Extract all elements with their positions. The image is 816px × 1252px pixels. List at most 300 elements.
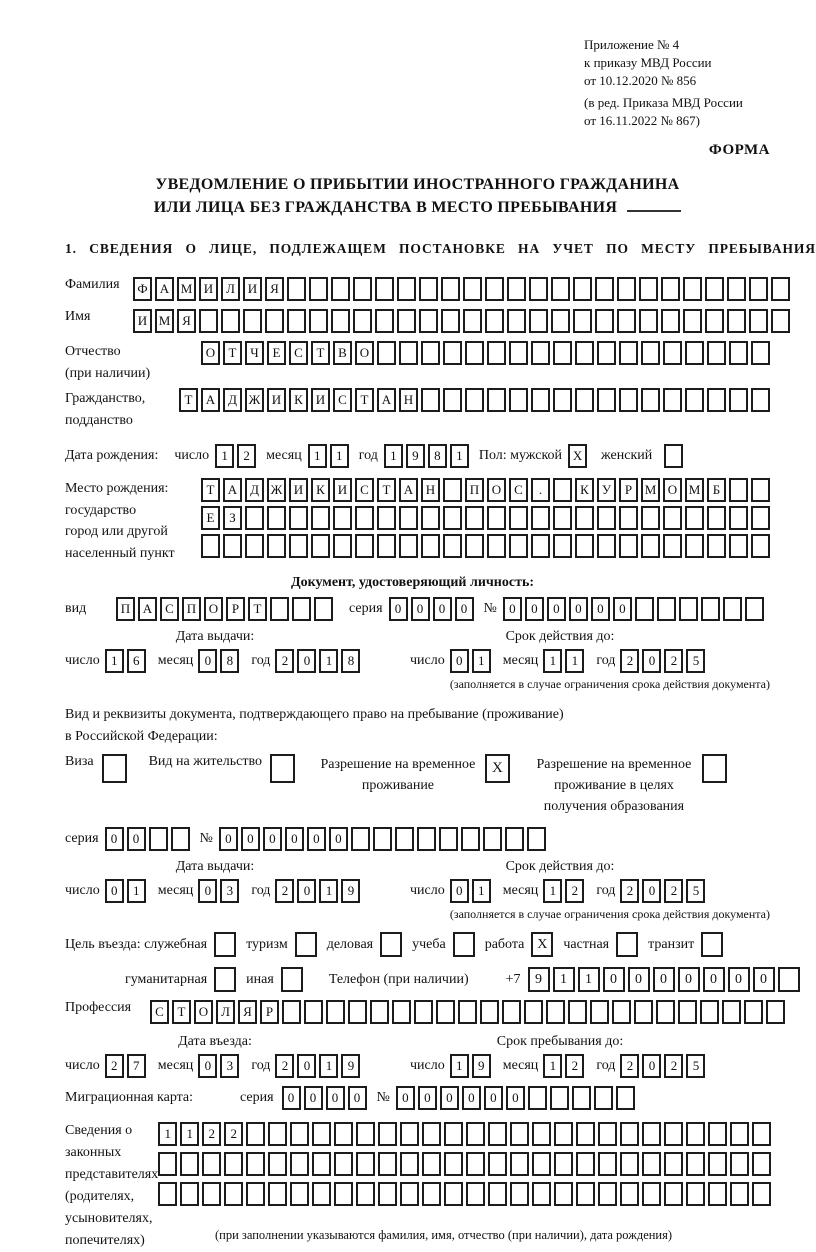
char-box[interactable] bbox=[311, 534, 330, 558]
char-box[interactable] bbox=[290, 1122, 309, 1146]
char-box[interactable] bbox=[224, 1182, 243, 1206]
char-box[interactable] bbox=[573, 277, 592, 301]
char-box[interactable]: 0 bbox=[198, 1054, 217, 1078]
char-box[interactable] bbox=[751, 388, 770, 412]
char-box[interactable] bbox=[312, 1182, 331, 1206]
char-box[interactable] bbox=[149, 827, 168, 851]
birth-day-input[interactable] bbox=[215, 444, 256, 468]
char-box[interactable]: 1 bbox=[543, 649, 562, 673]
char-box[interactable] bbox=[553, 388, 572, 412]
char-box[interactable]: 1 bbox=[127, 879, 146, 903]
char-box[interactable]: 5 bbox=[686, 879, 705, 903]
char-box[interactable] bbox=[421, 388, 440, 412]
char-box[interactable] bbox=[729, 388, 748, 412]
char-box[interactable] bbox=[443, 341, 462, 365]
char-box[interactable] bbox=[466, 1182, 485, 1206]
char-box[interactable] bbox=[268, 1182, 287, 1206]
char-box[interactable] bbox=[487, 534, 506, 558]
char-box[interactable] bbox=[392, 1000, 411, 1024]
char-box[interactable]: 0 bbox=[127, 827, 146, 851]
identity-valid-month-input[interactable] bbox=[543, 649, 584, 673]
char-box[interactable] bbox=[246, 1152, 265, 1176]
char-box[interactable] bbox=[701, 597, 720, 621]
char-box[interactable] bbox=[729, 341, 748, 365]
char-box[interactable]: 0 bbox=[326, 1086, 345, 1110]
char-box[interactable] bbox=[224, 1152, 243, 1176]
char-box[interactable] bbox=[355, 506, 374, 530]
char-box[interactable] bbox=[620, 1122, 639, 1146]
char-box[interactable] bbox=[510, 1182, 529, 1206]
char-box[interactable] bbox=[333, 534, 352, 558]
char-box[interactable] bbox=[378, 1182, 397, 1206]
char-box[interactable]: 1 bbox=[472, 879, 491, 903]
char-box[interactable]: Я bbox=[177, 309, 196, 333]
char-box[interactable] bbox=[509, 388, 528, 412]
char-box[interactable] bbox=[326, 1000, 345, 1024]
char-box[interactable]: 0 bbox=[297, 649, 316, 673]
purpose-study-checkbox[interactable] bbox=[453, 932, 475, 957]
char-box[interactable] bbox=[290, 1182, 309, 1206]
char-box[interactable] bbox=[270, 597, 289, 621]
char-box[interactable] bbox=[595, 277, 614, 301]
char-box[interactable] bbox=[749, 277, 768, 301]
char-box[interactable] bbox=[663, 534, 682, 558]
char-box[interactable] bbox=[304, 1000, 323, 1024]
char-box[interactable] bbox=[641, 506, 660, 530]
purpose-official-checkbox[interactable] bbox=[214, 932, 236, 957]
residence-series-input[interactable] bbox=[105, 827, 190, 851]
char-box[interactable] bbox=[597, 506, 616, 530]
char-box[interactable] bbox=[723, 597, 742, 621]
char-box[interactable] bbox=[246, 1182, 265, 1206]
char-box[interactable] bbox=[421, 506, 440, 530]
char-box[interactable] bbox=[751, 478, 770, 502]
char-box[interactable] bbox=[400, 1152, 419, 1176]
char-box[interactable] bbox=[443, 478, 462, 502]
birth-place-row3-input[interactable] bbox=[201, 534, 770, 558]
char-box[interactable] bbox=[309, 309, 328, 333]
char-box[interactable]: 0 bbox=[348, 1086, 367, 1110]
char-box[interactable] bbox=[444, 1182, 463, 1206]
char-box[interactable]: С bbox=[509, 478, 528, 502]
char-box[interactable] bbox=[619, 534, 638, 558]
char-box[interactable]: 1 bbox=[215, 444, 234, 468]
char-box[interactable]: 5 bbox=[686, 1054, 705, 1078]
identity-issue-year-input[interactable] bbox=[275, 649, 360, 673]
char-box[interactable] bbox=[502, 1000, 521, 1024]
char-box[interactable]: А bbox=[399, 478, 418, 502]
char-box[interactable] bbox=[246, 1122, 265, 1146]
doc-number-input[interactable] bbox=[503, 597, 764, 621]
char-box[interactable] bbox=[708, 1122, 727, 1146]
char-box[interactable] bbox=[444, 1122, 463, 1146]
char-box[interactable]: 0 bbox=[329, 827, 348, 851]
representatives-row3-input[interactable] bbox=[158, 1182, 771, 1206]
char-box[interactable] bbox=[356, 1122, 375, 1146]
char-box[interactable] bbox=[727, 277, 746, 301]
char-box[interactable] bbox=[663, 341, 682, 365]
char-box[interactable] bbox=[751, 341, 770, 365]
char-box[interactable]: С bbox=[150, 1000, 169, 1024]
char-box[interactable] bbox=[664, 444, 683, 468]
char-box[interactable] bbox=[752, 1122, 771, 1146]
char-box[interactable] bbox=[312, 1152, 331, 1176]
char-box[interactable] bbox=[529, 277, 548, 301]
migration-series-input[interactable] bbox=[282, 1086, 367, 1110]
char-box[interactable]: 2 bbox=[202, 1122, 221, 1146]
char-box[interactable]: 2 bbox=[620, 879, 639, 903]
char-box[interactable]: 0 bbox=[450, 649, 469, 673]
char-box[interactable] bbox=[348, 1000, 367, 1024]
char-box[interactable] bbox=[531, 388, 550, 412]
char-box[interactable]: Р bbox=[226, 597, 245, 621]
char-box[interactable]: 0 bbox=[455, 597, 474, 621]
char-box[interactable] bbox=[282, 1000, 301, 1024]
char-box[interactable] bbox=[705, 309, 724, 333]
char-box[interactable] bbox=[661, 309, 680, 333]
char-box[interactable]: П bbox=[465, 478, 484, 502]
char-box[interactable] bbox=[377, 506, 396, 530]
char-box[interactable] bbox=[656, 1000, 675, 1024]
char-box[interactable]: 0 bbox=[307, 827, 326, 851]
char-box[interactable] bbox=[378, 1122, 397, 1146]
char-box[interactable]: 2 bbox=[664, 879, 683, 903]
char-box[interactable]: Б bbox=[707, 478, 726, 502]
citizenship-input[interactable] bbox=[179, 388, 770, 412]
char-box[interactable] bbox=[465, 534, 484, 558]
char-box[interactable]: М bbox=[155, 309, 174, 333]
purpose-tourism-checkbox[interactable] bbox=[295, 932, 317, 957]
char-box[interactable] bbox=[620, 1182, 639, 1206]
char-box[interactable]: И bbox=[133, 309, 152, 333]
char-box[interactable]: 1 bbox=[450, 1054, 469, 1078]
char-box[interactable] bbox=[441, 277, 460, 301]
char-box[interactable]: И bbox=[311, 388, 330, 412]
char-box[interactable] bbox=[597, 341, 616, 365]
char-box[interactable] bbox=[722, 1000, 741, 1024]
char-box[interactable]: Н bbox=[421, 478, 440, 502]
char-box[interactable] bbox=[201, 534, 220, 558]
char-box[interactable] bbox=[510, 1152, 529, 1176]
char-box[interactable]: 9 bbox=[341, 879, 360, 903]
migration-number-input[interactable] bbox=[396, 1086, 635, 1110]
char-box[interactable] bbox=[441, 309, 460, 333]
char-box[interactable]: X bbox=[531, 932, 553, 957]
char-box[interactable]: 8 bbox=[428, 444, 447, 468]
char-box[interactable]: 2 bbox=[105, 1054, 124, 1078]
char-box[interactable]: 3 bbox=[220, 1054, 239, 1078]
char-box[interactable] bbox=[641, 341, 660, 365]
char-box[interactable] bbox=[223, 534, 242, 558]
char-box[interactable]: О bbox=[487, 478, 506, 502]
char-box[interactable]: О bbox=[355, 341, 374, 365]
temp-residence-edu-checkbox[interactable] bbox=[702, 754, 727, 783]
char-box[interactable] bbox=[375, 277, 394, 301]
char-box[interactable]: 0 bbox=[282, 1086, 301, 1110]
char-box[interactable]: 0 bbox=[462, 1086, 481, 1110]
char-box[interactable]: 1 bbox=[450, 444, 469, 468]
char-box[interactable] bbox=[487, 388, 506, 412]
char-box[interactable] bbox=[575, 506, 594, 530]
char-box[interactable] bbox=[245, 506, 264, 530]
char-box[interactable]: X bbox=[568, 444, 587, 468]
char-box[interactable] bbox=[509, 341, 528, 365]
birth-month-input[interactable] bbox=[308, 444, 349, 468]
char-box[interactable]: 9 bbox=[472, 1054, 491, 1078]
char-box[interactable] bbox=[642, 1182, 661, 1206]
char-box[interactable] bbox=[685, 506, 704, 530]
char-box[interactable]: Т bbox=[377, 478, 396, 502]
char-box[interactable]: Н bbox=[399, 388, 418, 412]
temp-residence-checkbox[interactable] bbox=[485, 754, 510, 783]
char-box[interactable] bbox=[686, 1182, 705, 1206]
char-box[interactable] bbox=[685, 534, 704, 558]
char-box[interactable] bbox=[245, 534, 264, 558]
char-box[interactable] bbox=[619, 388, 638, 412]
char-box[interactable] bbox=[657, 597, 676, 621]
char-box[interactable] bbox=[458, 1000, 477, 1024]
char-box[interactable] bbox=[752, 1182, 771, 1206]
char-box[interactable] bbox=[214, 932, 236, 957]
surname-input[interactable] bbox=[133, 277, 790, 301]
char-box[interactable] bbox=[485, 277, 504, 301]
char-box[interactable]: 2 bbox=[237, 444, 256, 468]
char-box[interactable]: П bbox=[116, 597, 135, 621]
char-box[interactable] bbox=[766, 1000, 785, 1024]
birth-place-row2-input[interactable] bbox=[201, 506, 770, 530]
char-box[interactable] bbox=[439, 827, 458, 851]
char-box[interactable] bbox=[635, 597, 654, 621]
char-box[interactable] bbox=[270, 754, 295, 783]
char-box[interactable]: М bbox=[177, 277, 196, 301]
doc-series-input[interactable] bbox=[389, 597, 474, 621]
entry-year-input[interactable] bbox=[275, 1054, 360, 1078]
char-box[interactable]: Е bbox=[201, 506, 220, 530]
char-box[interactable]: 0 bbox=[506, 1086, 525, 1110]
char-box[interactable]: К bbox=[311, 478, 330, 502]
char-box[interactable]: 1 bbox=[319, 1054, 338, 1078]
char-box[interactable] bbox=[771, 277, 790, 301]
char-box[interactable]: Ч bbox=[245, 341, 264, 365]
char-box[interactable] bbox=[685, 341, 704, 365]
char-box[interactable] bbox=[375, 309, 394, 333]
char-box[interactable] bbox=[505, 827, 524, 851]
char-box[interactable] bbox=[400, 1182, 419, 1206]
char-box[interactable] bbox=[436, 1000, 455, 1024]
char-box[interactable]: 0 bbox=[728, 967, 750, 992]
char-box[interactable] bbox=[730, 1122, 749, 1146]
char-box[interactable] bbox=[267, 506, 286, 530]
char-box[interactable]: 1 bbox=[319, 649, 338, 673]
char-box[interactable] bbox=[395, 827, 414, 851]
char-box[interactable]: Т bbox=[355, 388, 374, 412]
char-box[interactable]: 0 bbox=[297, 879, 316, 903]
char-box[interactable]: Д bbox=[245, 478, 264, 502]
identity-issue-day-input[interactable] bbox=[105, 649, 146, 673]
char-box[interactable] bbox=[399, 534, 418, 558]
char-box[interactable] bbox=[524, 1000, 543, 1024]
char-box[interactable]: 0 bbox=[603, 967, 625, 992]
purpose-other-checkbox[interactable] bbox=[281, 967, 303, 992]
char-box[interactable]: Т bbox=[248, 597, 267, 621]
char-box[interactable]: И bbox=[267, 388, 286, 412]
char-box[interactable]: А bbox=[223, 478, 242, 502]
char-box[interactable] bbox=[553, 341, 572, 365]
char-box[interactable] bbox=[664, 1182, 683, 1206]
char-box[interactable] bbox=[546, 1000, 565, 1024]
char-box[interactable] bbox=[576, 1122, 595, 1146]
char-box[interactable]: 2 bbox=[275, 649, 294, 673]
char-box[interactable] bbox=[619, 341, 638, 365]
char-box[interactable]: 0 bbox=[484, 1086, 503, 1110]
char-box[interactable]: О bbox=[201, 341, 220, 365]
char-box[interactable] bbox=[639, 277, 658, 301]
char-box[interactable]: С bbox=[355, 478, 374, 502]
char-box[interactable] bbox=[351, 827, 370, 851]
char-box[interactable] bbox=[466, 1122, 485, 1146]
char-box[interactable]: 9 bbox=[528, 967, 550, 992]
char-box[interactable] bbox=[642, 1122, 661, 1146]
char-box[interactable] bbox=[573, 309, 592, 333]
char-box[interactable] bbox=[102, 754, 127, 783]
residence-permit-checkbox[interactable] bbox=[270, 754, 295, 783]
char-box[interactable] bbox=[483, 827, 502, 851]
char-box[interactable] bbox=[465, 506, 484, 530]
stay-month-input[interactable] bbox=[543, 1054, 584, 1078]
char-box[interactable] bbox=[507, 277, 526, 301]
char-box[interactable] bbox=[532, 1122, 551, 1146]
char-box[interactable]: 2 bbox=[565, 1054, 584, 1078]
char-box[interactable] bbox=[400, 1122, 419, 1146]
char-box[interactable]: 1 bbox=[565, 649, 584, 673]
entry-month-input[interactable] bbox=[198, 1054, 239, 1078]
char-box[interactable] bbox=[378, 1152, 397, 1176]
char-box[interactable]: И bbox=[243, 277, 262, 301]
char-box[interactable]: З bbox=[223, 506, 242, 530]
identity-valid-year-input[interactable] bbox=[620, 649, 705, 673]
char-box[interactable]: 2 bbox=[664, 649, 683, 673]
residence-number-input[interactable] bbox=[219, 827, 546, 851]
char-box[interactable] bbox=[551, 309, 570, 333]
char-box[interactable] bbox=[639, 309, 658, 333]
char-box[interactable] bbox=[399, 506, 418, 530]
char-box[interactable] bbox=[355, 534, 374, 558]
char-box[interactable]: С bbox=[333, 388, 352, 412]
char-box[interactable] bbox=[419, 277, 438, 301]
char-box[interactable] bbox=[377, 534, 396, 558]
char-box[interactable]: 0 bbox=[396, 1086, 415, 1110]
char-box[interactable] bbox=[529, 309, 548, 333]
char-box[interactable]: 0 bbox=[503, 597, 522, 621]
char-box[interactable]: 0 bbox=[241, 827, 260, 851]
char-box[interactable] bbox=[199, 309, 218, 333]
char-box[interactable]: X bbox=[485, 754, 510, 783]
char-box[interactable] bbox=[598, 1152, 617, 1176]
char-box[interactable] bbox=[243, 309, 262, 333]
char-box[interactable]: М bbox=[685, 478, 704, 502]
char-box[interactable] bbox=[158, 1182, 177, 1206]
char-box[interactable]: 0 bbox=[440, 1086, 459, 1110]
char-box[interactable]: 3 bbox=[220, 879, 239, 903]
char-box[interactable] bbox=[686, 1122, 705, 1146]
char-box[interactable] bbox=[422, 1182, 441, 1206]
char-box[interactable]: 0 bbox=[642, 879, 661, 903]
char-box[interactable]: 0 bbox=[642, 1054, 661, 1078]
char-box[interactable]: 0 bbox=[105, 879, 124, 903]
char-box[interactable]: И bbox=[333, 478, 352, 502]
char-box[interactable]: 1 bbox=[553, 967, 575, 992]
char-box[interactable]: 1 bbox=[472, 649, 491, 673]
char-box[interactable]: И bbox=[199, 277, 218, 301]
char-box[interactable]: 1 bbox=[105, 649, 124, 673]
char-box[interactable]: 1 bbox=[543, 879, 562, 903]
char-box[interactable]: 0 bbox=[653, 967, 675, 992]
char-box[interactable] bbox=[397, 277, 416, 301]
char-box[interactable] bbox=[749, 309, 768, 333]
purpose-humanitarian-checkbox[interactable] bbox=[214, 967, 236, 992]
char-box[interactable]: 1 bbox=[384, 444, 403, 468]
char-box[interactable] bbox=[422, 1152, 441, 1176]
char-box[interactable]: Ж bbox=[245, 388, 264, 412]
char-box[interactable] bbox=[641, 534, 660, 558]
char-box[interactable]: В bbox=[333, 341, 352, 365]
char-box[interactable]: Л bbox=[221, 277, 240, 301]
char-box[interactable] bbox=[488, 1122, 507, 1146]
char-box[interactable] bbox=[466, 1152, 485, 1176]
char-box[interactable] bbox=[289, 534, 308, 558]
char-box[interactable] bbox=[268, 1152, 287, 1176]
char-box[interactable] bbox=[597, 388, 616, 412]
char-box[interactable]: А bbox=[201, 388, 220, 412]
char-box[interactable] bbox=[616, 1086, 635, 1110]
residence-valid-month-input[interactable] bbox=[543, 879, 584, 903]
char-box[interactable]: Я bbox=[238, 1000, 257, 1024]
char-box[interactable]: 7 bbox=[127, 1054, 146, 1078]
sex-male-checkbox[interactable] bbox=[568, 444, 587, 468]
char-box[interactable] bbox=[707, 341, 726, 365]
phone-input[interactable] bbox=[528, 967, 800, 992]
char-box[interactable]: Ф bbox=[133, 277, 152, 301]
char-box[interactable] bbox=[531, 534, 550, 558]
residence-issue-month-input[interactable] bbox=[198, 879, 239, 903]
stay-year-input[interactable] bbox=[620, 1054, 705, 1078]
char-box[interactable]: 1 bbox=[330, 444, 349, 468]
char-box[interactable] bbox=[331, 309, 350, 333]
char-box[interactable] bbox=[730, 1152, 749, 1176]
char-box[interactable] bbox=[443, 534, 462, 558]
char-box[interactable] bbox=[664, 1152, 683, 1176]
char-box[interactable]: Е bbox=[267, 341, 286, 365]
identity-issue-month-input[interactable] bbox=[198, 649, 239, 673]
char-box[interactable] bbox=[532, 1182, 551, 1206]
char-box[interactable] bbox=[421, 534, 440, 558]
char-box[interactable] bbox=[509, 506, 528, 530]
char-box[interactable] bbox=[180, 1152, 199, 1176]
patronymic-input[interactable] bbox=[201, 341, 770, 365]
char-box[interactable] bbox=[528, 1086, 547, 1110]
char-box[interactable]: 2 bbox=[565, 879, 584, 903]
char-box[interactable]: 2 bbox=[275, 879, 294, 903]
char-box[interactable]: 2 bbox=[620, 649, 639, 673]
char-box[interactable] bbox=[707, 388, 726, 412]
char-box[interactable] bbox=[465, 341, 484, 365]
char-box[interactable] bbox=[597, 534, 616, 558]
char-box[interactable]: 2 bbox=[620, 1054, 639, 1078]
char-box[interactable]: 0 bbox=[304, 1086, 323, 1110]
char-box[interactable]: Я bbox=[265, 277, 284, 301]
char-box[interactable]: 1 bbox=[180, 1122, 199, 1146]
char-box[interactable]: 2 bbox=[275, 1054, 294, 1078]
